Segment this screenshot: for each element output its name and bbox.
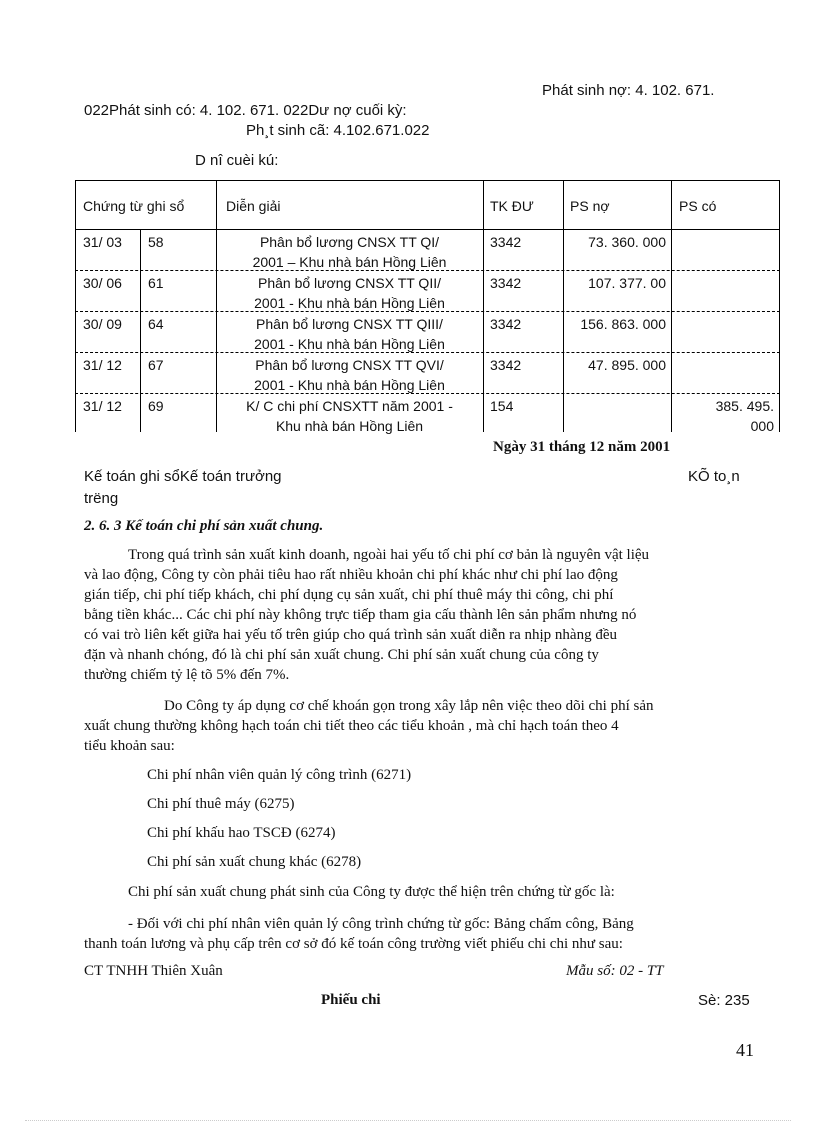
row-4-number: 67 (148, 357, 164, 373)
para2-line-2: xuất chung thường không hạch toán chi tiết theo các tiểu khoản , mà chỉ hạch toán theo 4 (84, 718, 619, 734)
date-line: Ngày 31 tháng 12 năm 2001 (493, 439, 671, 455)
row-4-tk: 3342 (490, 357, 522, 373)
header-ps-co: PS có (679, 198, 717, 214)
signature-left: Kế toán ghi sổKế toán trưởng (84, 468, 282, 485)
paragraph-2 (84, 696, 756, 756)
row-3-desc-line2: 2001 - Khu nhà bán Hồng Liên (254, 336, 445, 352)
company-name: CT TNHH Thiên Xuân (84, 963, 223, 979)
paragraph-4 (84, 914, 756, 954)
row-3-ps-no: 156. 863. 000 (580, 316, 666, 332)
row-3-date: 30/ 09 (83, 316, 122, 332)
para1-line-5: có vai trò liên kết giữa hai yếu tố trên giúp cho quá trình sản xuất diễn ra nhịp nhàng đều (84, 627, 617, 643)
row-4-ps-no: 47. 895. 000 (588, 357, 666, 373)
row-2-desc-line2: 2001 - Khu nhà bán Hồng Liên (254, 295, 445, 311)
para1-line-3: gián tiếp, chi phí tiếp khách, chi phí dụng cụ sản xuất, chi phí thuê máy thi công, chi phí (84, 587, 614, 603)
row-2-ps-no: 107. 377. 00 (588, 275, 666, 291)
para2-line-1: Do Công ty áp dụng cơ chế khoán gọn trong xây lắp nên việc theo dõi chi phí sản (164, 698, 654, 714)
page-bottom-divider (25, 1120, 791, 1121)
row-5-number: 69 (148, 398, 164, 414)
row-5-desc-line1: K/ C chi phí CNSXTT năm 2001 - (246, 398, 453, 414)
row-2-date: 30/ 06 (83, 275, 122, 291)
row-1-desc-line1: Phân bổ lương CNSX TT QI/ (259, 234, 440, 250)
para1-line-1: Trong quá trình sản xuất kinh doanh, ngoài hai yếu tố chi phí cơ bản là nguyên vật liệu (128, 547, 650, 563)
page-number: 41 (736, 1040, 754, 1060)
para1-line-2: và lao động, Công ty còn phải tiêu hao rất nhiều khoản chi phí khác như chi phí lao động (84, 567, 618, 583)
header-line-4: D nî cuèi kú: (195, 152, 279, 169)
row-3-number: 64 (148, 316, 164, 332)
row-5-ps-co-line1: 385. 495. (715, 398, 774, 414)
header-dien-giai: Diễn giải (226, 198, 281, 214)
header-line-2: 022Phát sinh có: 4. 102. 671. 022Dư nợ cuối kỳ: (84, 102, 407, 119)
ledger-table (75, 180, 780, 432)
row-4-date: 31/ 12 (83, 357, 122, 373)
row-1-desc-line2: 2001 – Khu nhà bán Hồng Liên (252, 254, 447, 270)
para1-line-4: bằng tiền khác... Các chi phí này không trực tiếp tham gia cấu thành lên sản phẩm nhưng nó (84, 607, 637, 623)
row-4-desc-line1: Phân bổ lương CNSX TT QVI/ (255, 357, 444, 373)
row-1-number: 58 (148, 234, 164, 250)
para1-line-6: đặn và nhanh chóng, đó là chi phí sản xuất chung. Chi phí sản xuất chung của công ty (84, 647, 599, 663)
para4-line-1: - Đối với chi phí nhân viên quản lý công trình chứng từ gốc: Bảng chấm công, Bảng (128, 916, 634, 932)
list-item: Chi phí sản xuất chung khác (6278) (147, 854, 362, 870)
signature-right: KÕ to¸n (688, 468, 740, 485)
row-2-tk: 3342 (490, 275, 522, 291)
signature-left-2: trëng (84, 490, 119, 507)
row-1-ps-no: 73. 360. 000 (588, 234, 666, 250)
para4-line-2: thanh toán lương và phụ cấp trên cơ sở đó kế toán công trường viết phiếu chi chi như sau: (84, 936, 623, 952)
row-1-tk: 3342 (490, 234, 522, 250)
header-chung-tu: Chứng từ ghi sổ (83, 198, 185, 214)
document-number: Sè: 235 (698, 992, 750, 1009)
section-title: 2. 6. 3 Kế toán chi phí sản xuất chung. (84, 518, 324, 534)
header-line-3: Ph¸t sinh cã: 4.102.671.022 (246, 122, 430, 139)
form-number: Mẫu số: 02 - TT (566, 963, 664, 979)
list-item: Chi phí nhân viên quản lý công trình (6271) (147, 767, 412, 783)
row-5-ps-co-line2: 000 (750, 418, 774, 434)
list-item: Chi phí thuê máy (6275) (147, 796, 295, 812)
row-2-number: 61 (148, 275, 164, 291)
document-title: Phiếu chi (321, 992, 381, 1008)
paragraph-1 (84, 545, 756, 685)
para1-line-7: thường chiếm tỷ lệ tõ 5% đến 7%. (84, 667, 290, 683)
row-3-desc-line1: Phân bổ lương CNSX TT QIII/ (256, 316, 443, 332)
paragraph-3: Chi phí sản xuất chung phát sinh của Công ty được thể hiện trên chứng từ gốc là: (128, 884, 615, 900)
header-tk-du: TK ĐƯ (490, 198, 534, 214)
row-5-tk: 154 (490, 398, 514, 414)
para2-line-3: tiểu khoản sau: (84, 738, 175, 754)
row-3-tk: 3342 (490, 316, 522, 332)
list-item: Chi phí khấu hao TSCĐ (6274) (147, 825, 336, 841)
row-2-desc-line1: Phân bổ lương CNSX TT QII/ (257, 275, 441, 291)
header-ps-no: PS nợ (570, 198, 610, 214)
header-line-1: Phát sinh nợ: 4. 102. 671. (542, 82, 715, 99)
row-4-desc-line2: 2001 - Khu nhà bán Hồng Liên (254, 377, 445, 393)
row-1-date: 31/ 03 (83, 234, 122, 250)
row-5-desc-line2: Khu nhà bán Hồng Liên (275, 418, 424, 434)
row-5-date: 31/ 12 (83, 398, 122, 414)
